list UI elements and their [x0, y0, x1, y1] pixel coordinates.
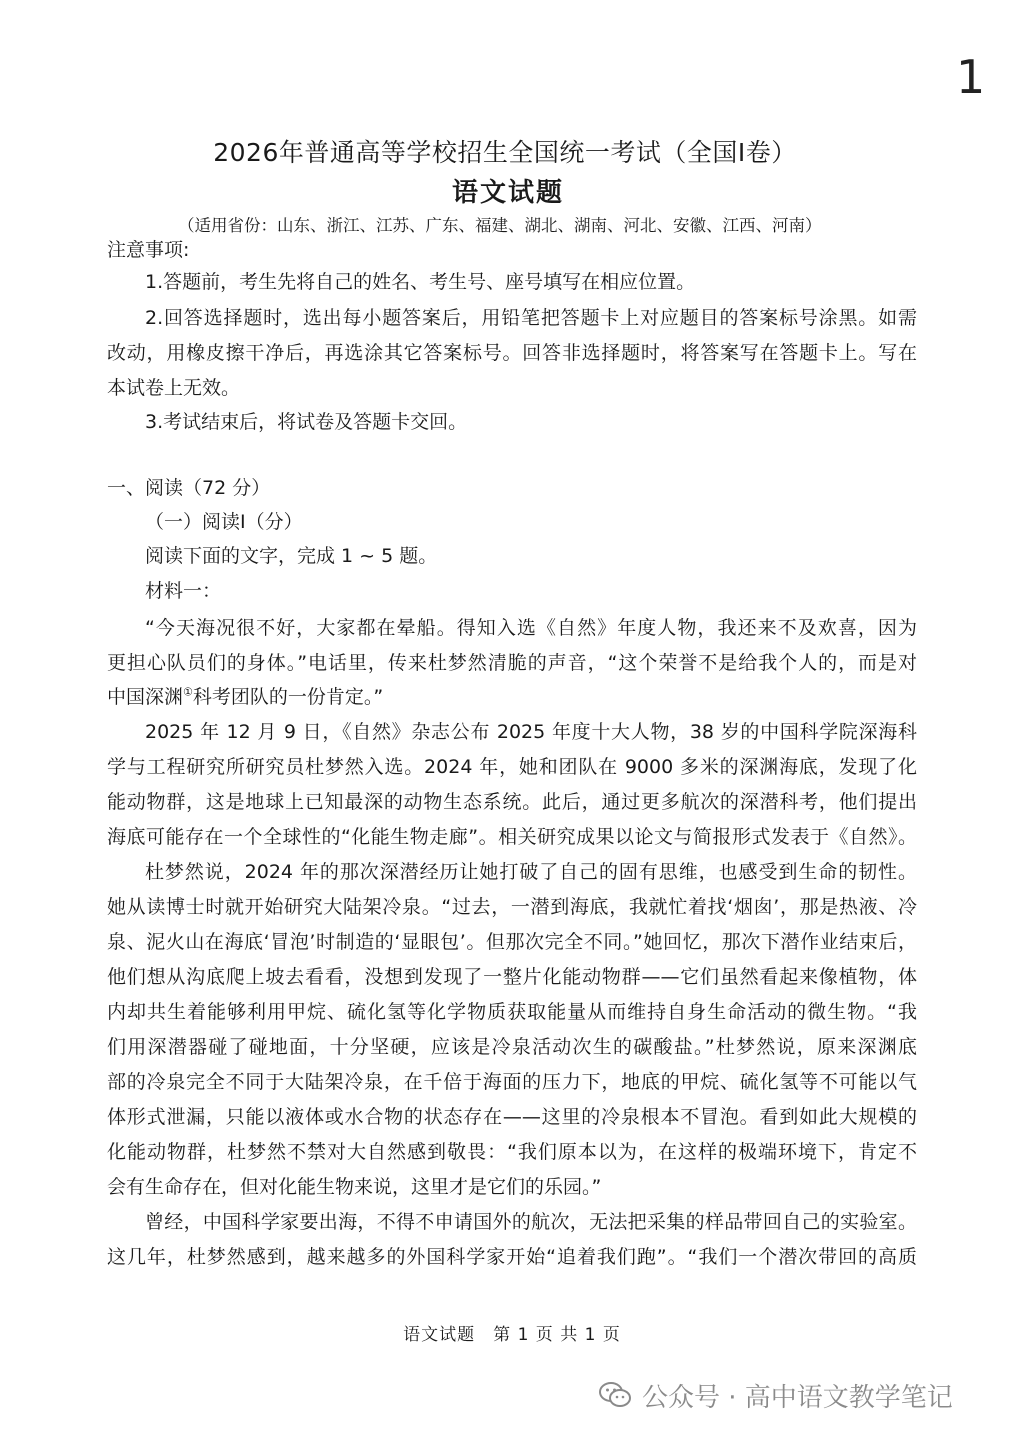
applicable-provinces: （适用省份：山东、浙江、江苏、广东、福建、湖北、湖南、河北、安徽、江西、河南）: [178, 216, 822, 235]
exam-title: 2026年普通高等学校招生全国统一考试（全国Ⅰ卷）: [213, 138, 797, 167]
passage-line: 能动物群，这是地球上已知最深的动物生态系统。此后，通过更多航次的深潜科考，他们提出: [107, 791, 917, 813]
notice-item-3: 3.考试结束后，将试卷及答题卡交回。: [145, 411, 468, 433]
passage-line: 泉、泥火山在海底‘冒泡’时制造的‘显眼包’。但那次完全不同。”她回忆，那次下潜作业结束后，: [107, 931, 917, 953]
passage-line: 海底可能存在一个全球性的“化能生物走廊”。相关研究成果以论文与简报形式发表于《自然》。: [107, 826, 917, 848]
passage-line: 曾经，中国科学家要出海，不得不申请国外的航次，无法把采集的样品带回自己的实验室。: [145, 1211, 917, 1233]
passage-line: 会有生命存在，但对化能生物来说，这里才是它们的乐园。”: [107, 1176, 602, 1198]
material-label: 材料一：: [145, 580, 222, 602]
passage-line: “今天海况很不好，大家都在晕船。得知入选《自然》年度人物，我还来不及欢喜，因为: [145, 617, 917, 639]
notice-item-2-line-3: 本试卷上无效。: [107, 377, 241, 399]
passage-line: [107, 685, 917, 709]
passage-line: 杜梦然说，2024 年的那次深潜经历让她打破了自己的固有思维，也感受到生命的韧性。: [145, 861, 917, 883]
wechat-watermark: [598, 1378, 953, 1412]
passage-line: 化能动物群，杜梦然不禁对大自然感到敬畏：“我们原本以为，在这样的极端环境下，肯定不: [107, 1141, 917, 1163]
section-heading: 一、阅读（72 分）: [107, 477, 271, 499]
passage-line: 部的冷泉完全不同于大陆架冷泉，在千倍于海面的压力下，地底的甲烷、硫化氢等不可能以气: [107, 1071, 917, 1093]
wechat-icon: [598, 1380, 632, 1410]
sub-section-heading: （一）阅读Ⅰ（分）: [145, 511, 303, 533]
notice-heading: 注意事项:: [107, 239, 190, 261]
passage-text: 中国深渊: [107, 686, 184, 708]
notice-item-2-line-2: 改动，用橡皮擦干净后，再选涂其它答案标号。回答非选择题时，将答案写在答题卡上。写在: [107, 342, 917, 364]
notice-item-2-line-1: 2.回答选择题时，选出每小题答案后，用铅笔把答题卡上对应题目的答案标号涂黑。如需: [145, 307, 917, 329]
passage-text: 科考团队的一份肯定。”: [192, 686, 384, 708]
page-number: 1: [956, 50, 986, 104]
notice-item-1: 1.答题前，考生先将自己的姓名、考生号、座号填写在相应位置。: [145, 271, 696, 293]
passage-line: 这几年，杜梦然感到，越来越多的外国科学家开始“追着我们跑”。“我们一个潜次带回的高质: [107, 1246, 917, 1268]
reading-instruction: 阅读下面的文字，完成 1 ~ 5 题。: [145, 545, 438, 567]
passage-line: 内却共生着能够利用甲烷、硫化氢等化学物质获取能量从而维持自身生命活动的微生物。“我: [107, 1001, 917, 1023]
passage-line: 体形式泄漏，只能以液体或水合物的状态存在——这里的冷泉根本不冒泡。看到如此大规模的: [107, 1106, 917, 1128]
passage-line: 2025 年 12 月 9 日，《自然》杂志公布 2025 年度十大人物，38 岁的中国科学院深海科: [145, 721, 917, 743]
exam-subtitle: 语文试题: [451, 178, 564, 208]
footnote-marker: ①: [183, 685, 193, 699]
passage-line: 学与工程研究所研究员杜梦然入选。2024 年，她和团队在 9000 多米的深渊海底，发现了化: [107, 756, 917, 778]
passage-line: 他们想从沟底爬上坡去看看，没想到发现了一整片化能动物群——它们虽然看起来像植物，体: [107, 966, 917, 988]
passage-line: 她从读博士时就开始研究大陆架冷泉。“过去，一潜到海底，我就忙着找‘烟囱’，那是热液、冷: [107, 896, 917, 918]
passage-line: 们用深潜器碰了碰地面，十分坚硬，应该是冷泉活动次生的碳酸盐。”杜梦然说，原来深渊底: [107, 1036, 917, 1058]
watermark-text: 公众号 · 高中语文教学笔记: [642, 1382, 953, 1413]
page-footer: 语文试题 第 1 页 共 1 页: [403, 1325, 621, 1345]
passage-line: 更担心队员们的身体。”电话里，传来杜梦然清脆的声音，“这个荣誉不是给我个人的，而是对: [107, 652, 917, 674]
